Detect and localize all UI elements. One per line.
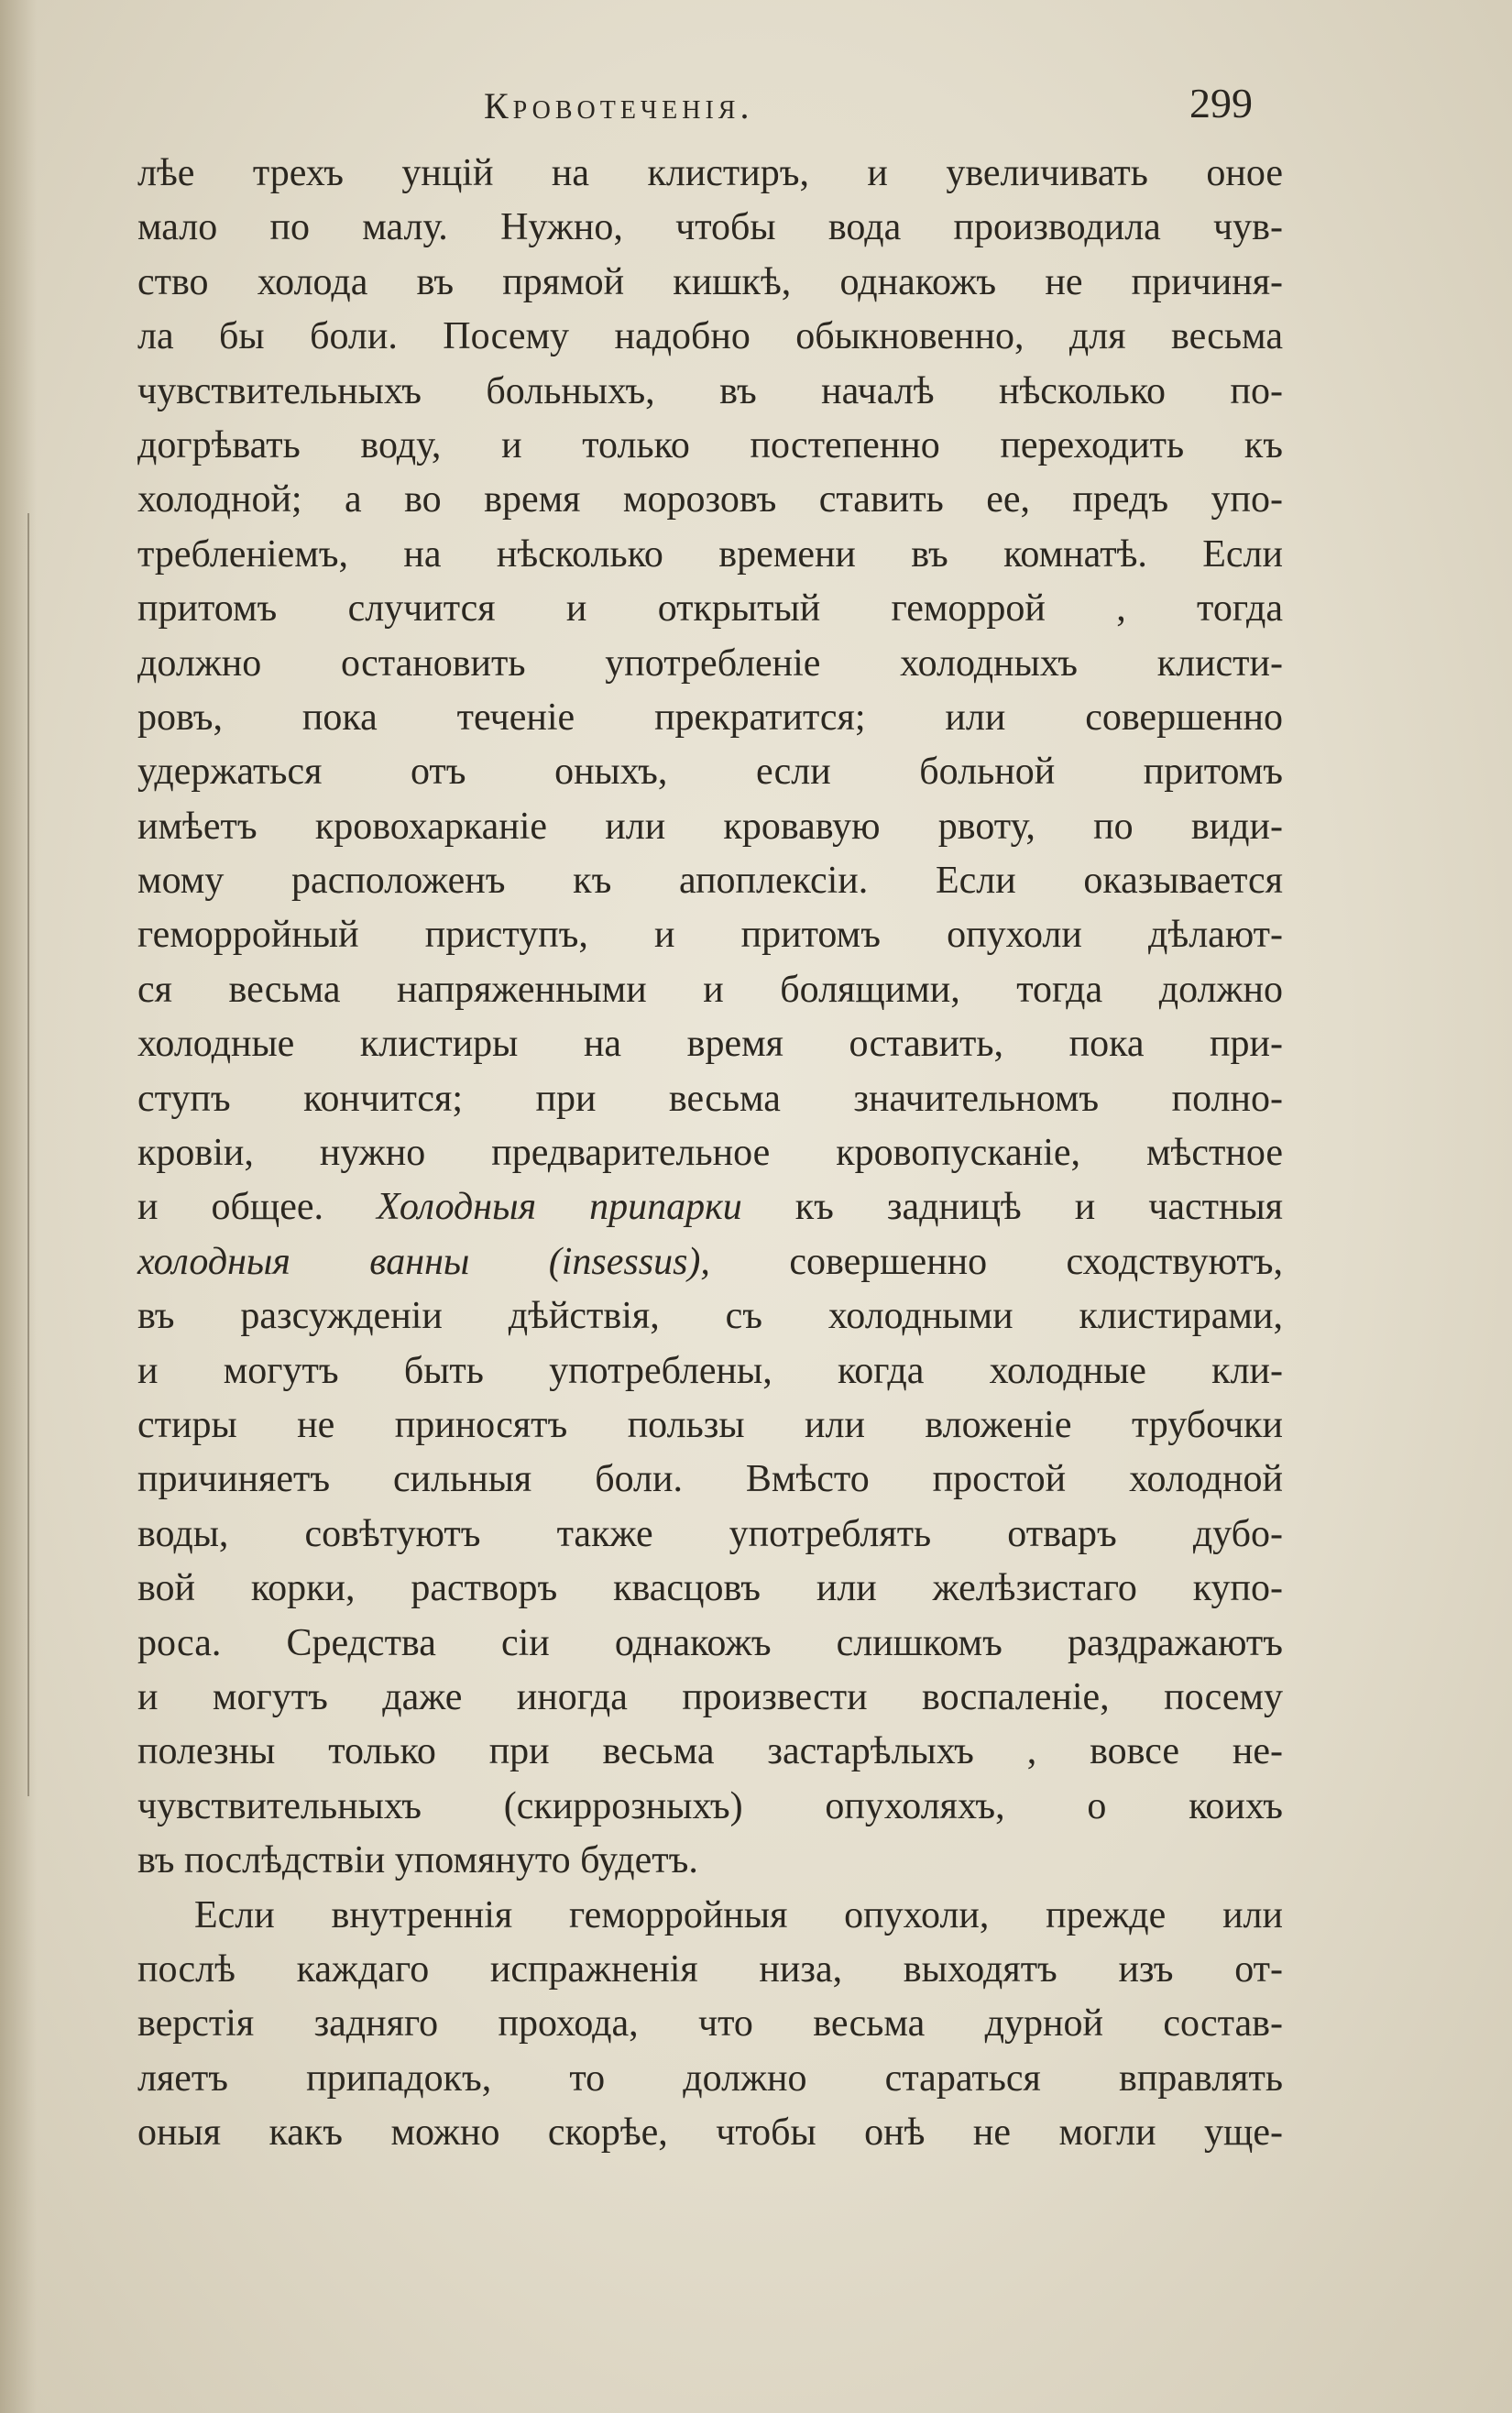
text-line: верстія задняго прохода, что весьма дурной состав-: [137, 2002, 1283, 2046]
text-line: лѣе трехъ унцій на клистиръ, и увеличивать оное: [137, 152, 1283, 194]
text-line: полезны только при весьма застарѣлыхъ , вовсе не-: [137, 1730, 1283, 1773]
text-line: оныя какъ можно скорѣе, чтобы онѣ не могли уще-: [137, 2111, 1283, 2155]
text-line: имѣетъ кровохарканіе или кровавую рвоту, по види-: [137, 805, 1283, 848]
text-line: ступъ кончится; при весьма значительномъ полно-: [137, 1077, 1283, 1120]
text-line: ляетъ припадокъ, то должно стараться вправлять: [137, 2057, 1283, 2100]
paragraph-first-line: Если внутреннія геморройныя опухоли, прежде или: [194, 1893, 1283, 1936]
text-line: геморройный приступъ, и притомъ опухоли дѣлают-: [137, 914, 1283, 957]
text-line-mixed: [137, 1235, 1283, 1289]
page-header: [0, 80, 1512, 139]
page-edge-shadow: [0, 0, 37, 2413]
text-line: удержаться отъ оныхъ, если больной притомъ: [137, 751, 1283, 794]
text-line: ство холода въ прямой кишкѣ, однакожъ не причиня-: [137, 260, 1283, 303]
text-line: холодной; а во время морозовъ ставить ее, предъ упо-: [137, 478, 1283, 521]
text-line: чувствительныхъ (скиррозныхъ) опухоляхъ, о коихъ: [137, 1784, 1283, 1827]
text-line: ровъ, пока теченіе прекратится; или совершенно: [137, 696, 1283, 739]
text-line: въ разсужденіи дѣйствія, съ холодными клистирами,: [137, 1295, 1283, 1338]
text-line: притомъ случится и открытый геморрой , тогда: [137, 587, 1283, 631]
text-line: ся весьма напряженными и болящими, тогда должно: [137, 968, 1283, 1011]
page-number: 299: [1189, 80, 1253, 126]
text-line: воды, совѣтуютъ также употреблять отваръ дубо-: [137, 1512, 1283, 1555]
text-line: холодные клистиры на время оставить, пока при-: [137, 1023, 1283, 1066]
text-run: и общее.: [137, 1186, 323, 1229]
text-line: догрѣвать воду, и только постепенно переходить къ: [137, 423, 1283, 466]
text-line: кровіи, нужно предварительное кровопусканіе, мѣстное: [137, 1132, 1283, 1175]
text-line: причиняетъ сильныя боли. Вмѣсто простой холодной: [137, 1458, 1283, 1501]
text-line: требленіемъ, на нѣсколько времени въ комнатѣ. Если: [137, 532, 1283, 576]
text-run: къ задницѣ и частныя: [794, 1186, 1283, 1229]
text-line: послѣ каждаго испражненія низа, выходятъ изъ от-: [137, 1947, 1283, 1991]
text-line: и могутъ даже иногда произвести воспаленіе, посему: [137, 1675, 1283, 1718]
page-body-text: [137, 147, 1283, 2160]
text-line: мому расположенъ къ апоплексіи. Если оказывается: [137, 860, 1283, 903]
text-run: совершенно сходствуютъ,: [789, 1240, 1283, 1283]
binding-crease: [27, 513, 29, 1796]
paragraph-last-line: въ послѣдствіи упомянуто будетъ.: [137, 1839, 698, 1882]
text-line: вой корки, растворъ квасцовъ или желѣзистаго купо-: [137, 1567, 1283, 1610]
text-line: роса. Средства сіи однакожъ слишкомъ раздражаютъ: [137, 1621, 1283, 1664]
text-line-mixed: [137, 1180, 1283, 1234]
text-line: должно остановить употребленіе холодныхъ клисти-: [137, 642, 1283, 685]
text-line: ла бы боли. Посему надобно обыкновенно, для весьма: [137, 315, 1283, 358]
italic-term: Холодныя припарки: [377, 1186, 742, 1229]
text-line: стиры не приносятъ пользы или вложеніе трубочки: [137, 1403, 1283, 1446]
text-line: чувствительныхъ больныхъ, въ началѣ нѣсколько по-: [137, 369, 1283, 412]
running-head: Кровотеченія.: [484, 85, 754, 126]
text-line: и могутъ быть употреблены, когда холодные кли-: [137, 1349, 1283, 1392]
text-line: мало по малу. Нужно, чтобы вода производила чув-: [137, 206, 1283, 249]
italic-term: холодныя ванны (insessus),: [137, 1240, 710, 1283]
